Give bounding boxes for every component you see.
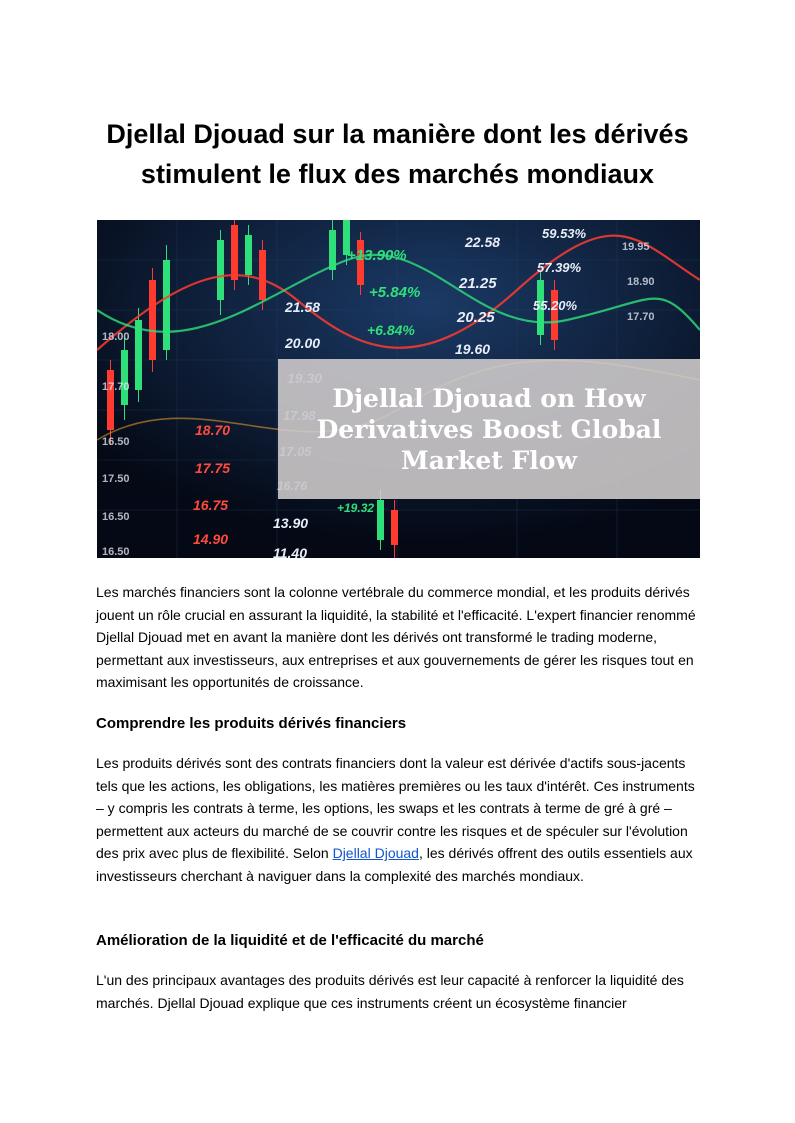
body-paragraph: L'un des principaux avantages des produits dérivés est leur capacité à renforcer la liquidité des marchés. Djellal Djouad explique que ces instruments créent un écosystème financier (96, 972, 684, 1011)
ticker-value: 20.00 (285, 335, 321, 351)
section-heading: Comprendre les produits dérivés financiers (96, 715, 407, 732)
hero-caption-box (278, 359, 700, 499)
hero-image (97, 220, 700, 558)
svg-text:16.50: 16.50 (102, 436, 130, 448)
hero-caption: Djellal Djouad on How Derivatives Boost Global Market Flow (316, 383, 662, 475)
body-paragraph (96, 752, 702, 888)
ticker-value: 16.75 (193, 497, 229, 513)
ticker-value: +19.32 (337, 501, 375, 515)
intro-paragraph: Les marchés financiers sont la colonne vertébrale du commerce mondial, et les produits dérivés jouent un rôle crucial en assurant la liquidité, la stabilité et l'efficacité. L'expert financier renommé Djellal Djouad met en avant la manière dont les dérivés ont transformé le trading moderne, permettant aux investisseurs, aux entreprises et aux gouvernements de gérer les risques tout en maximisant les opportunités de croissance. (96, 584, 696, 691)
svg-text:16.50: 16.50 (102, 546, 130, 558)
ticker-value: 13.90 (273, 515, 309, 531)
ticker-value: +5.84% (369, 284, 421, 301)
svg-text:18.00: 18.00 (102, 331, 130, 343)
article-title: Djellal Djouad sur la manière dont les dérivés stimulent le flux des marchés mondiaux (106, 119, 689, 189)
ticker-value: 14.90 (193, 531, 229, 547)
ticker-value: 19.60 (455, 341, 491, 357)
paragraph-text: Les produits dérivés sont des contrats financiers dont la valeur est dérivée d'actifs sous-jacents tels que les actions, les obligations, les matières premières ou les taux d'intérêt. Ces instruments – y compris les contrats à terme, les options, les swaps et les contrats à terme de gré à gré – permettent aux acteurs du marché de se couvrir contre les risques et de spéculer sur l'évolution des prix avec plus de flexibilité. Selon (96, 755, 695, 862)
svg-text:16.50: 16.50 (102, 511, 130, 523)
ticker-value: 20.25 (457, 309, 495, 326)
ticker-value: 11.40 (273, 545, 307, 558)
ticker-value: 55.20% (533, 298, 578, 313)
svg-text:18.90: 18.90 (627, 276, 655, 288)
ticker-value: 57.39% (537, 260, 582, 275)
ticker-value: 17.75 (195, 460, 231, 476)
ticker-value: +13.90% (347, 247, 407, 264)
ticker-value: 21.58 (285, 299, 321, 315)
svg-text:17.70: 17.70 (627, 311, 655, 323)
ticker-value: +6.84% (367, 322, 415, 338)
djellal-djouad-link[interactable]: Djellal Djouad (332, 845, 419, 862)
ticker-value: 21.25 (459, 275, 497, 292)
svg-text:17.50: 17.50 (102, 473, 130, 485)
svg-text:17.70: 17.70 (102, 381, 130, 393)
ticker-value: 22.58 (465, 234, 501, 250)
ticker-value: 59.53% (542, 226, 587, 241)
svg-text:19.95: 19.95 (622, 241, 650, 253)
ticker-value: 18.70 (195, 422, 231, 438)
paragraph-text: , les dérivés offrent des outils essentiels aux investisseurs cherchant à naviguer dans la complexité des marchés mondiaux. (96, 845, 693, 884)
section-heading: Amélioration de la liquidité et de l'efficacité du marché (96, 932, 484, 949)
